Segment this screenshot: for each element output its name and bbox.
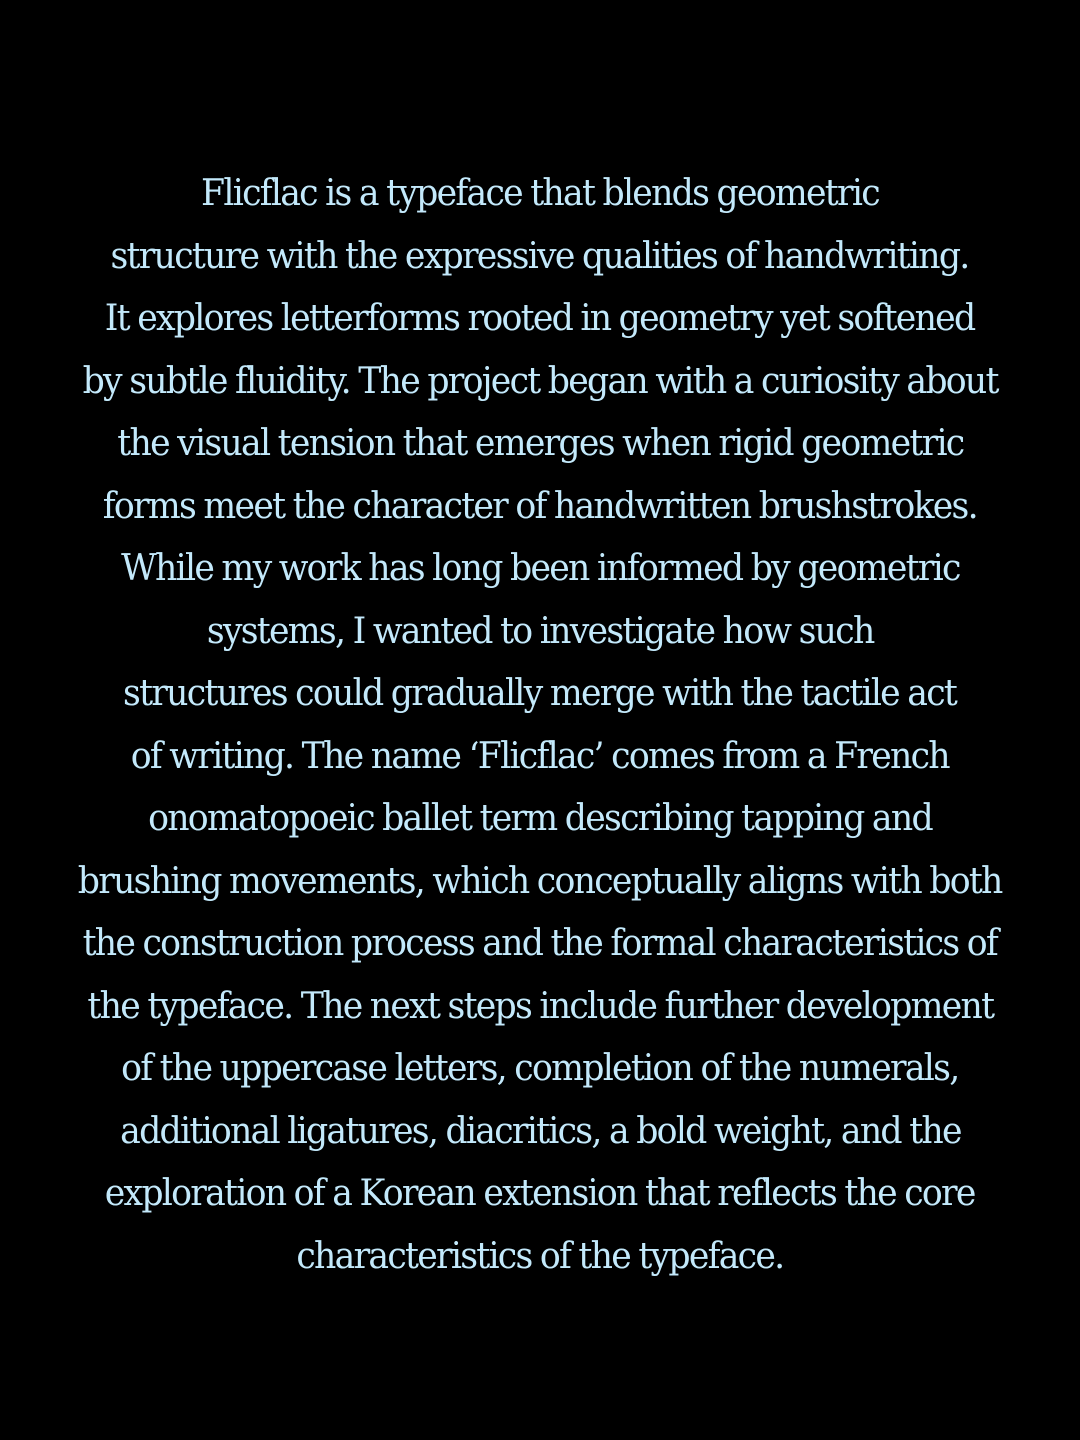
- text-line: Flicflac is a typeface that blends geometric: [201, 173, 879, 214]
- text-line: of the uppercase letters, completion of the numerals,: [121, 1048, 959, 1089]
- text-line: It explores letterforms rooted in geometry yet softened: [105, 298, 975, 339]
- text-line: the construction process and the formal characteristics of: [82, 923, 998, 964]
- text-line: systems, I wanted to investigate how such: [206, 610, 874, 652]
- text-line: the typeface. The next steps include further development: [87, 985, 993, 1027]
- text-line: onomatopoeic ballet term describing tapping and: [148, 798, 932, 839]
- text-line: the visual tension that emerges when rigid geometric: [116, 423, 964, 464]
- description-paragraph: [0, 163, 1080, 1288]
- text-line: of writing. The name ‘Flicflac’ comes from a French: [130, 735, 950, 777]
- text-line: by subtle fluidity. The project began with a curiosity about: [82, 360, 998, 402]
- text-line: structures could gradually merge with the tactile act: [123, 673, 957, 714]
- text-line: brushing movements, which conceptually aligns with both: [78, 860, 1002, 902]
- text-line: characteristics of the typeface.: [296, 1235, 784, 1277]
- text-line: additional ligatures, diacritics, a bold weight, and the: [119, 1110, 961, 1152]
- text-line: structure with the expressive qualities of handwriting.: [110, 235, 970, 277]
- text-line: forms meet the character of handwritten brushstrokes.: [102, 485, 978, 527]
- text-line: exploration of a Korean extension that reflects the core: [105, 1173, 975, 1214]
- text-line: While my work has long been informed by geometric: [120, 548, 960, 589]
